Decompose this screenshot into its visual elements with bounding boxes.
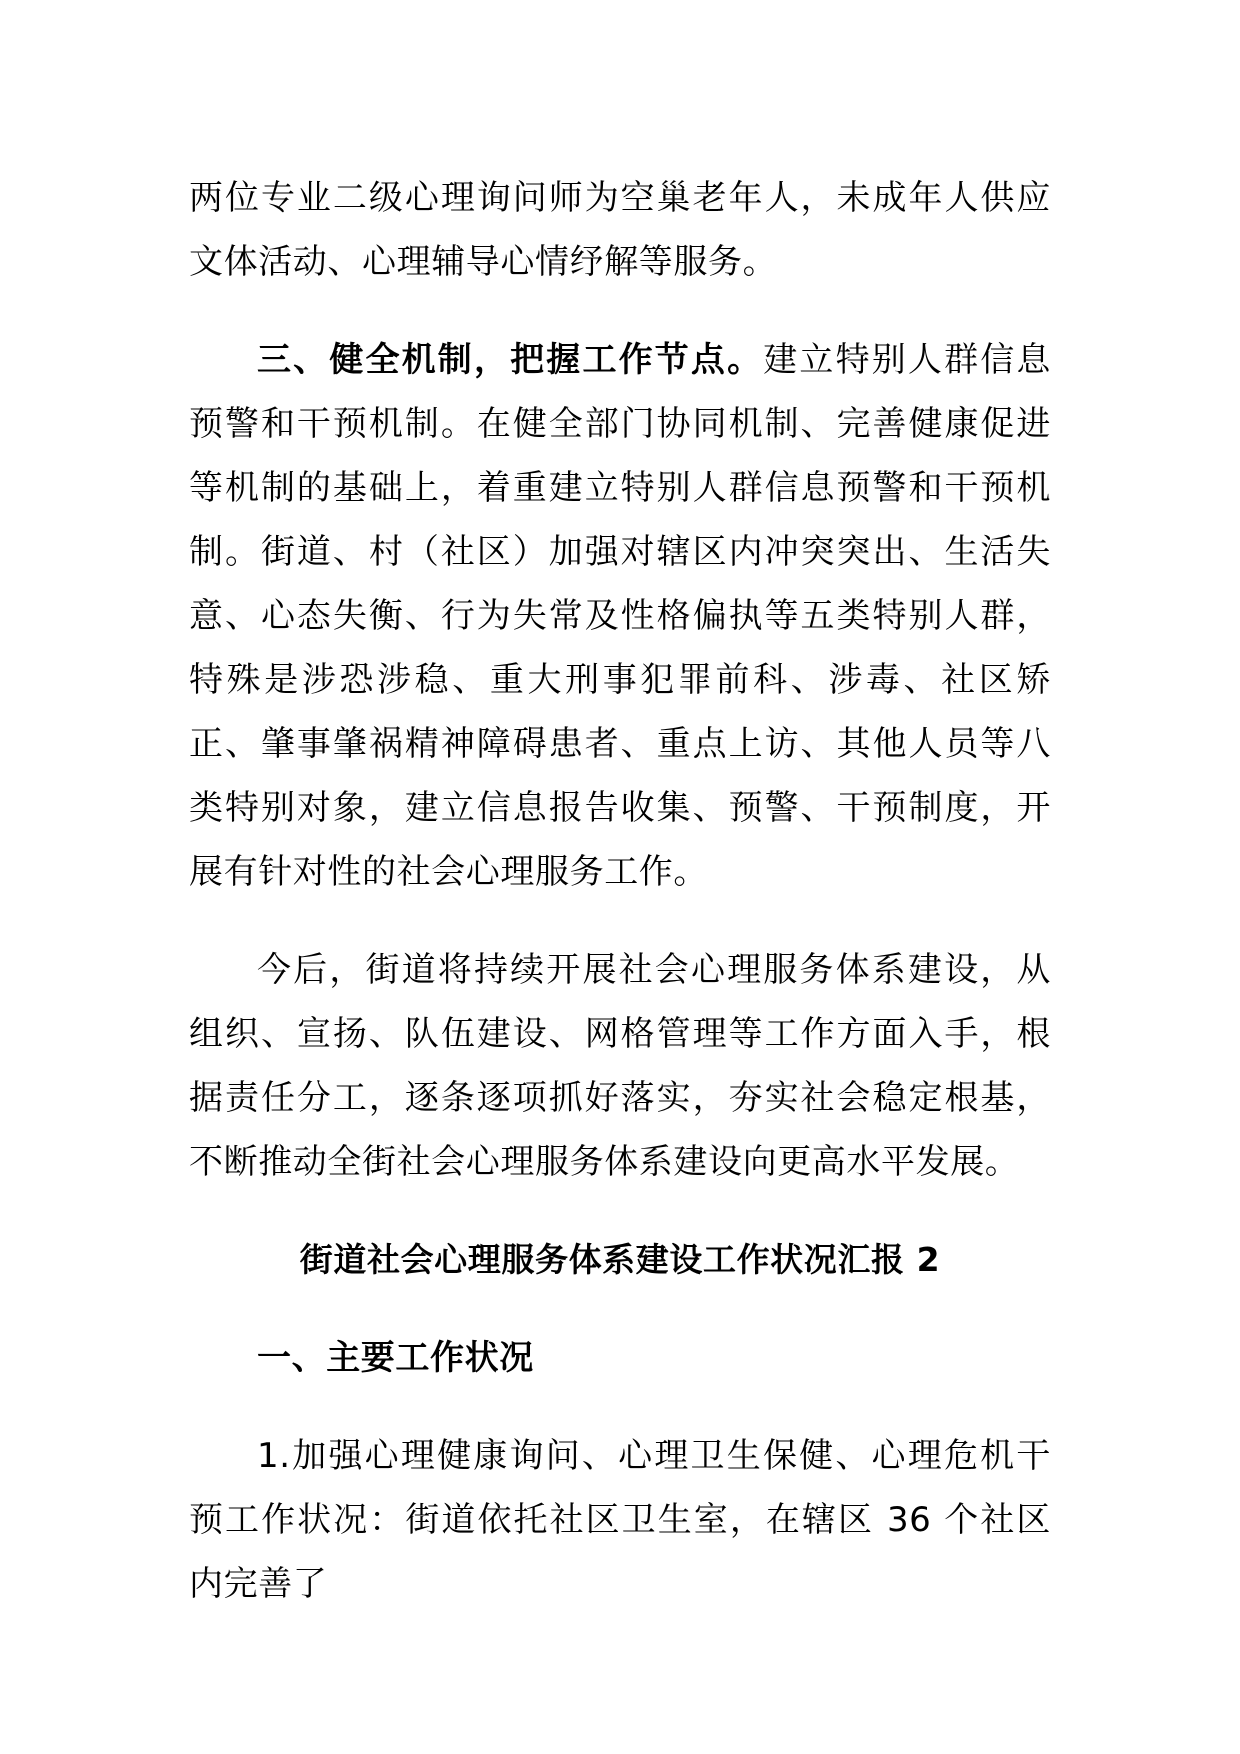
paragraph-item-1 <box>189 1424 1051 1616</box>
paragraph-lead-heading: 三、健全机制，把握工作节点。 <box>257 340 764 380</box>
paragraph-text: 今后，街道将持续开展社会心理服务体系建设，从组织、宣扬、队伍建设、网格管理等工作方面入手，根据责任分工，逐条逐项抓好落实，夯实社会稳定根基，不断推动全街社会心理服务体系建设向更高水平发展。 <box>189 950 1051 1182</box>
paragraph-text: 1.加强心理健康询问、心理卫生保健、心理危机干预工作状况：街道依托社区卫生室，在辖区 36 个社区内完善了 <box>189 1436 1051 1604</box>
paragraph-continuation <box>189 166 1051 294</box>
paragraph-text: 建立特别人群信息预警和干预机制。在健全部门协同机制、完善健康促进等机制的基础上，着重建立特别人群信息预警和干预机制。街道、村（社区）加强对辖区内冲突突出、生活失意、心态失衡、行为失常及性格偏执等五类特别人群，特殊是涉恐涉稳、重大刑事犯罪前科、涉毒、社区矫正、肇事肇祸精神障碍患者、重点上访、其他人员等八类特别对象，建立信息报告收集、预警、干预制度，开展有针对性的社会心理服务工作。 <box>189 340 1051 892</box>
document-body <box>189 166 1051 1616</box>
paragraph-mechanism <box>189 328 1051 904</box>
paragraph-text: 两位专业二级心理询问师为空巢老年人，未成年人供应文体活动、心理辅导心情纾解等服务。 <box>189 178 1051 282</box>
section-heading: 一、主要工作状况 <box>257 1338 534 1378</box>
paragraph-outlook <box>189 938 1051 1194</box>
document-title: 街道社会心理服务体系建设工作状况汇报 2 <box>299 1240 941 1279</box>
